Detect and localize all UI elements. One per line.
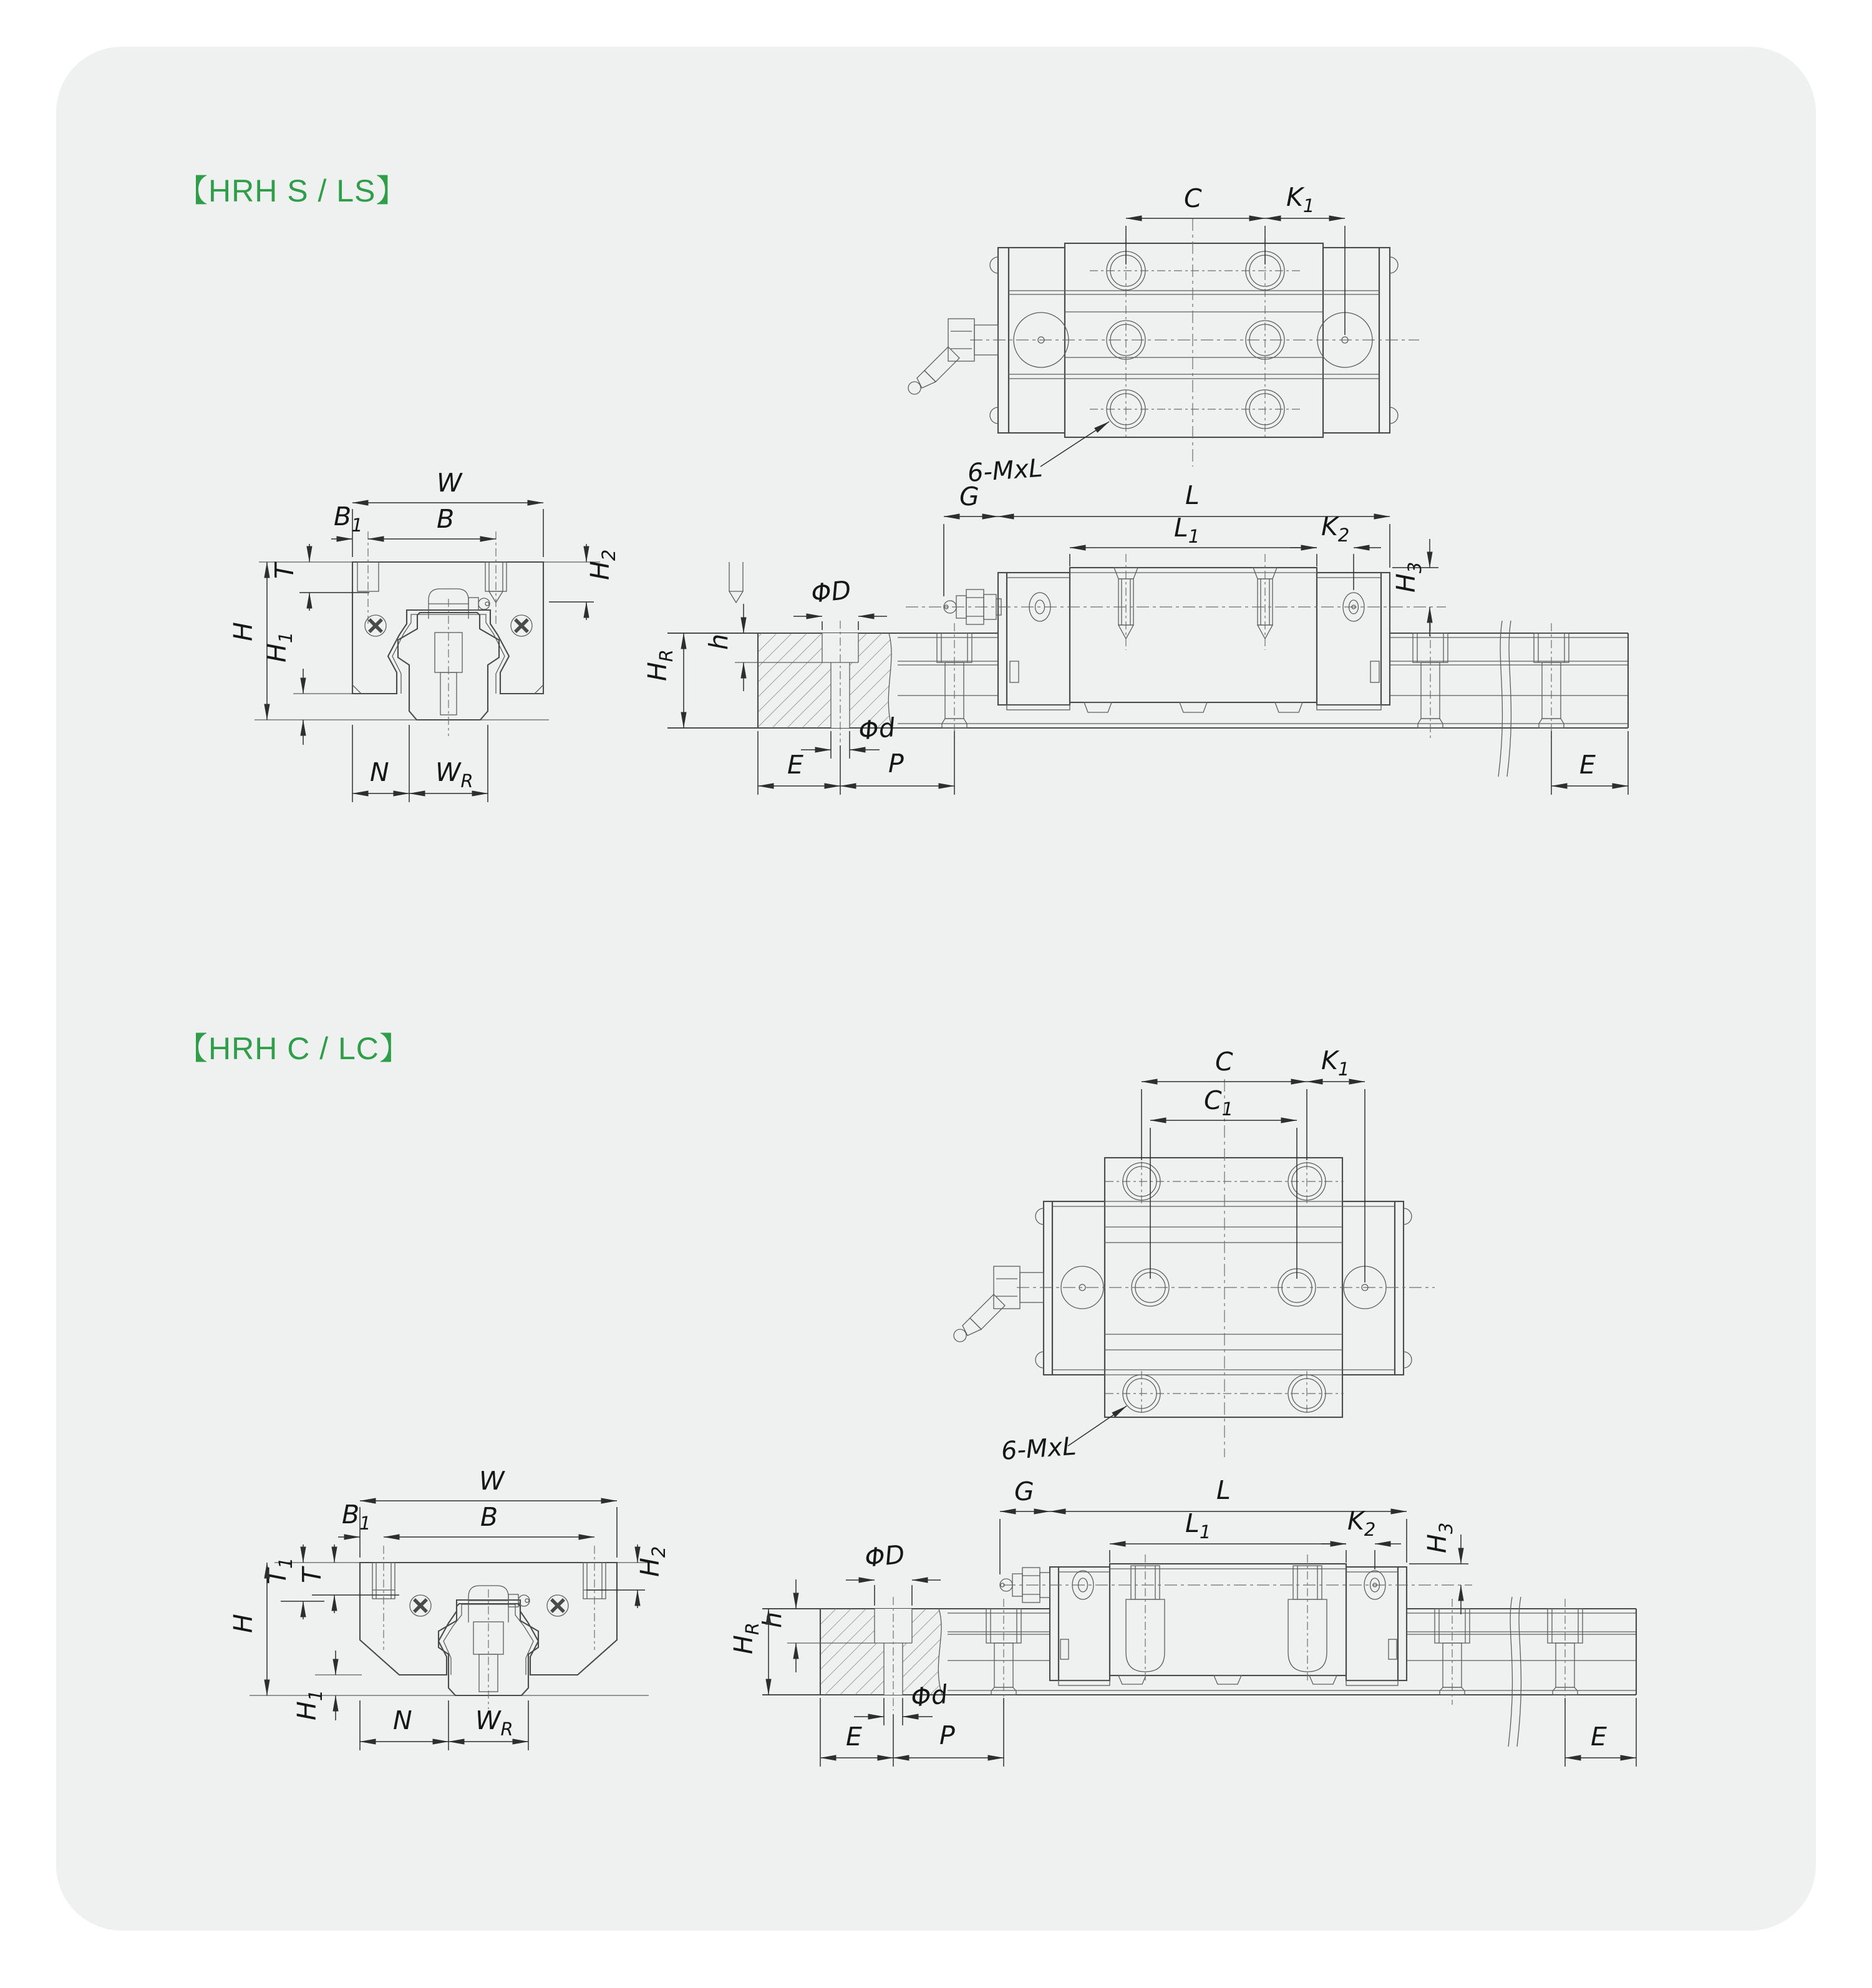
- dim-label-n: N: [370, 757, 389, 787]
- through-bolt-holes: [372, 1546, 606, 1650]
- dim-label-l1: $L_1$: [1174, 513, 1200, 547]
- dim-label-e-left: E: [787, 750, 803, 780]
- carriage-side-outline: [1050, 1564, 1407, 1685]
- dim-label-k2: $K_2$: [1321, 512, 1350, 546]
- dim-b-b1: [331, 502, 496, 539]
- dim-label-c: C: [1184, 183, 1202, 213]
- grease-nipple-icon: [954, 1266, 1044, 1342]
- dim-label-h1: $H_1$: [292, 1689, 326, 1720]
- dim-label-t: T: [297, 1567, 327, 1583]
- dim-h-small: [704, 604, 744, 691]
- dim-label-e-left: E: [846, 1722, 862, 1752]
- section-title-hrh-c-lc: 【HRH C / LC】: [177, 1031, 411, 1066]
- dim-label-e-right: E: [1579, 750, 1596, 780]
- dim-label-b1: $B_1$: [334, 502, 363, 536]
- dim-label-n: N: [393, 1705, 412, 1735]
- dim-h-small: [757, 1579, 796, 1672]
- dim-label-hr: $H_R$: [729, 1622, 763, 1654]
- dim-h3: [1391, 539, 1438, 636]
- dim-label-p: P: [888, 749, 904, 778]
- dim-label-w: W: [479, 1466, 505, 1496]
- dim-label-b1: $B_1$: [342, 1500, 371, 1534]
- carriage-section-outline: [352, 562, 543, 694]
- thread-note: [1000, 1406, 1127, 1466]
- dim-h3: [1409, 1523, 1468, 1614]
- dim-label-g: G: [959, 482, 979, 512]
- dim-label-g: G: [1014, 1476, 1034, 1506]
- dim-l1-k2: [1110, 1506, 1401, 1569]
- dim-label-phid: Φd: [909, 1679, 949, 1713]
- dim-n-wr: [360, 1700, 528, 1750]
- dim-label-l: L: [1185, 480, 1200, 510]
- note-6mxl: 6-MxL: [1000, 1432, 1077, 1466]
- rail-section-profile: [439, 1589, 538, 1709]
- thread-note: [966, 422, 1109, 488]
- dim-label-l1: $L_1$: [1185, 1508, 1211, 1543]
- cap-oil-ports: [1003, 1571, 1472, 1599]
- dim-label-p: P: [939, 1720, 955, 1750]
- grease-nipple-icon: [908, 319, 998, 394]
- dim-label-e-right: E: [1591, 1722, 1607, 1752]
- dim-label-c: C: [1215, 1047, 1233, 1077]
- dim-h1: [262, 632, 303, 745]
- dim-label-phiD: ΦD: [863, 1539, 906, 1573]
- dim-label-h-depth: h: [757, 1612, 787, 1628]
- dim-label-phid: Φd: [857, 712, 897, 746]
- dim-label-b: B: [437, 504, 455, 534]
- dim-e-right: [1551, 731, 1628, 795]
- dim-label-h-depth: h: [704, 634, 734, 650]
- hrh-c-side-view-drawing: [729, 1475, 1659, 1778]
- dim-label-h2: $H_2$: [635, 1546, 669, 1577]
- hrh-c-front-view-drawing: [228, 1466, 669, 1756]
- dim-label-l: L: [1216, 1475, 1231, 1505]
- hrh-c-top-view-drawing: [961, 1045, 1510, 1466]
- dim-label-h: H: [228, 622, 258, 641]
- cap-oil-ports: [906, 593, 1446, 621]
- dim-label-h1: $H_1$: [262, 631, 296, 662]
- dim-h2: [549, 544, 619, 620]
- dim-label-hr: $H_R$: [643, 649, 677, 681]
- hrh-s-front-view-drawing: [228, 462, 643, 811]
- dim-label-phiD: ΦD: [810, 575, 853, 609]
- centerlines: [970, 218, 1419, 467]
- dim-e-p: [758, 731, 954, 795]
- dim-label-k2: $K_2$: [1347, 1506, 1376, 1540]
- dim-l1-k2: [1070, 512, 1381, 590]
- section-title-hrh-s-ls: 【HRH S / LS】: [177, 173, 408, 208]
- hrh-s-side-view-drawing: [643, 480, 1653, 811]
- dim-label-t: T: [269, 563, 299, 579]
- note-6mxl: 6-MxL: [966, 453, 1044, 488]
- dim-label-c1: $C_1$: [1204, 1085, 1234, 1120]
- reference-lines: [255, 562, 600, 720]
- dim-label-h2: $H_2$: [585, 549, 619, 580]
- dim-label-k1: $K_1$: [1286, 182, 1315, 216]
- dim-label-wr: $W_R$: [475, 1705, 513, 1740]
- rail-break-lines: [1498, 621, 1511, 777]
- rail-section-profile: [398, 599, 499, 736]
- dim-phiD: [846, 1539, 941, 1606]
- dim-label-h: H: [228, 1614, 258, 1633]
- dim-e-right: [1565, 1698, 1636, 1767]
- end-cap-screws: [410, 1595, 568, 1616]
- carriage-through-bolts: [1126, 1554, 1327, 1683]
- dim-hr: [643, 633, 684, 728]
- carriage-side-outline: [998, 568, 1390, 712]
- dim-t: [269, 544, 369, 611]
- dim-label-w: W: [437, 468, 462, 498]
- dim-label-h3: $H_3$: [1422, 1522, 1457, 1553]
- dim-b-b1: [338, 1500, 594, 1537]
- rail-mounting-bolts: [986, 1599, 1583, 1705]
- rail-break-lines: [1508, 1597, 1521, 1747]
- dim-n-wr: [352, 725, 488, 802]
- centerlines: [1017, 1079, 1435, 1457]
- dim-label-wr: $W_R$: [435, 757, 473, 792]
- dim-h1: [292, 1651, 336, 1720]
- dim-label-b: B: [480, 1502, 498, 1532]
- dim-label-k1: $K_1$: [1321, 1045, 1350, 1080]
- dimension-c-c1-k1: [1142, 1045, 1365, 1283]
- dim-label-t1: $T_1$: [262, 1557, 296, 1584]
- hrh-s-top-view-drawing: [898, 182, 1510, 488]
- rail-mounting-bolts: [937, 623, 1569, 738]
- carriage-grub-screws: [1114, 554, 1277, 650]
- dim-label-h3: $H_3$: [1391, 561, 1425, 593]
